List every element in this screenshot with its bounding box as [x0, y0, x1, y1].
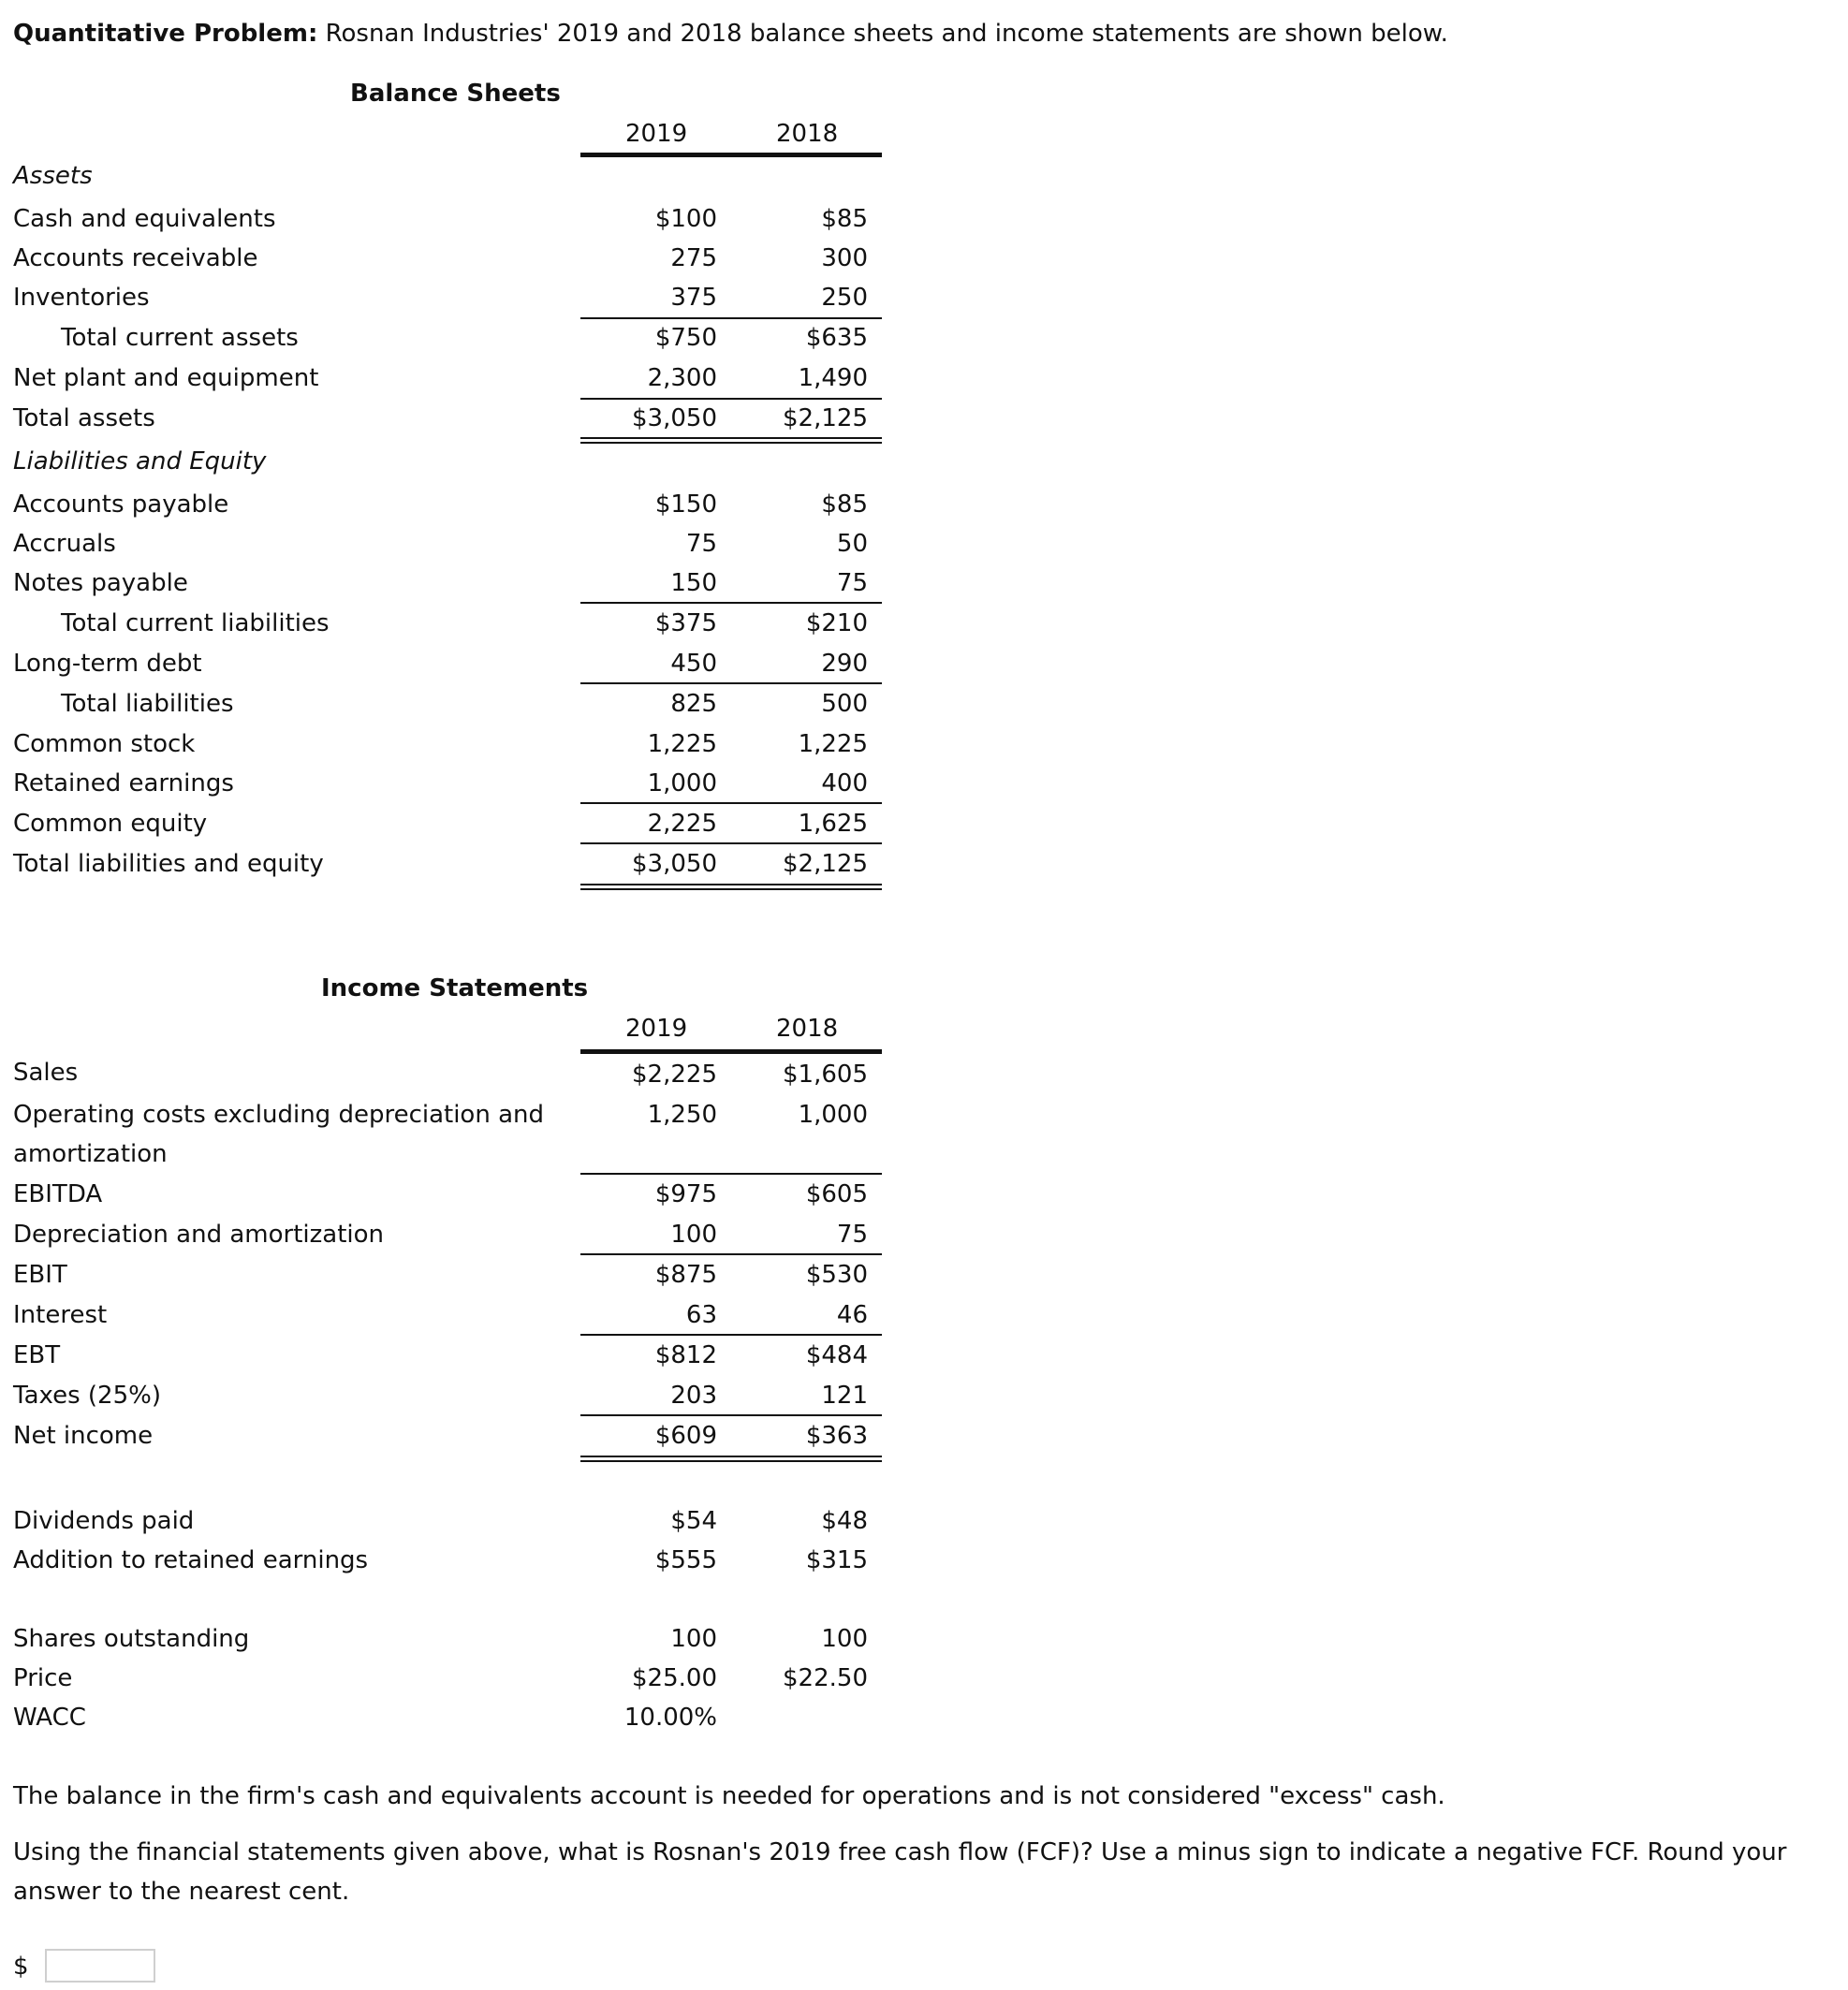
problem-lead: Quantitative Problem: [13, 20, 318, 48]
bs-row-label: Notes payable [13, 569, 188, 597]
subtotal-rule [580, 802, 882, 804]
bs-value-2018: 290 [821, 650, 868, 678]
bs-row-label: Long-term debt [13, 650, 202, 678]
subtotal-rule [580, 602, 882, 604]
is-value-2019: $25.00 [632, 1664, 717, 1692]
bs-value-2018: 1,225 [798, 730, 868, 758]
bs-row-label: Total liabilities and equity [13, 850, 324, 878]
bs-value-2019: 375 [670, 284, 717, 312]
bs-row-label: Total current assets [61, 324, 299, 352]
bs-value-2018: $210 [805, 609, 868, 637]
is-value-2018: $605 [805, 1180, 868, 1208]
bs-value-2019: 150 [670, 569, 717, 597]
is-value-2018: 46 [836, 1301, 868, 1329]
bs-value-2018: 1,625 [798, 810, 868, 838]
is-value-2019: 10.00% [623, 1704, 717, 1732]
bs-value-2018: 400 [821, 769, 868, 797]
is-year-2019: 2019 [625, 1015, 688, 1043]
bs-value-2019: 275 [670, 244, 717, 272]
is-row-label: WACC [13, 1704, 86, 1732]
bs-value-2019: 450 [670, 650, 717, 678]
income-statement-title: Income Statements [321, 974, 589, 1002]
bs-value-2018: $635 [805, 324, 868, 352]
is-row-label: Operating costs excluding depreciation and [13, 1101, 544, 1129]
subtotal-rule [580, 1414, 882, 1416]
subtotal-rule [580, 1173, 882, 1175]
bs-value-2019: $150 [654, 490, 717, 519]
subtotal-rule [580, 682, 882, 684]
is-value-2019: 203 [670, 1382, 717, 1410]
bs-value-2018: 1,490 [798, 364, 868, 392]
bs-value-2019: 825 [670, 690, 717, 718]
bs-value-2019: $750 [654, 324, 717, 352]
bs-value-2019: 1,000 [647, 769, 717, 797]
is-value-2019: 100 [670, 1221, 717, 1249]
bs-row-label: Inventories [13, 284, 150, 312]
is-value-2019: $875 [654, 1261, 717, 1289]
bs-value-2018: $2,125 [783, 404, 868, 432]
bs-value-2018: $85 [821, 205, 868, 233]
bs-value-2019: 75 [685, 530, 717, 558]
is-value-2019: $2,225 [632, 1061, 717, 1089]
liabilities-heading: Liabilities and Equity [13, 447, 267, 476]
bs-value-2018: 75 [836, 569, 868, 597]
bs-value-2019: 1,225 [647, 730, 717, 758]
is-row-label: Sales [13, 1059, 79, 1087]
bs-year-2018: 2018 [776, 120, 839, 148]
bs-value-2019: $375 [654, 609, 717, 637]
is-value-2018: $530 [805, 1261, 868, 1289]
is-value-2019: $609 [654, 1422, 717, 1450]
is-value-2018: $22.50 [783, 1664, 868, 1692]
is-value-2018: 75 [836, 1221, 868, 1249]
is-value-2019: $54 [670, 1507, 717, 1535]
currency-symbol: $ [13, 1953, 29, 1981]
subtotal-rule [580, 1334, 882, 1336]
is-row-label: Dividends paid [13, 1507, 195, 1535]
total-double-rule [580, 1456, 882, 1462]
is-row-label: EBITDA [13, 1180, 103, 1208]
bs-value-2019: 2,225 [647, 810, 717, 838]
is-row-label: Depreciation and amortization [13, 1221, 384, 1249]
is-value-2018: $48 [821, 1507, 868, 1535]
is-value-2018: $484 [805, 1341, 868, 1369]
bs-value-2018: $2,125 [783, 850, 868, 878]
is-value-2019: $812 [654, 1341, 717, 1369]
question-text: Using the financial statements given above, what is Rosnan's 2019 free cash flow (FCF)? Use a minus sign to indicate a negative FCF. Round your answer to the nearest cent. [13, 1838, 1787, 1906]
is-year-2018: 2018 [776, 1015, 839, 1043]
is-value-2019: 63 [685, 1301, 717, 1329]
total-double-rule [580, 884, 882, 890]
is-header-rule [580, 1049, 882, 1054]
bs-row-label: Cash and equivalents [13, 205, 276, 233]
is-value-2018: 100 [821, 1625, 868, 1653]
bs-row-label: Accounts receivable [13, 244, 258, 272]
is-value-2019: 1,250 [647, 1101, 717, 1129]
is-value-2018: 121 [821, 1382, 868, 1410]
bs-value-2019: 2,300 [647, 364, 717, 392]
bs-value-2018: 300 [821, 244, 868, 272]
bs-row-label: Total liabilities [61, 690, 234, 718]
is-value-2019: 100 [670, 1625, 717, 1653]
bs-value-2019: $3,050 [632, 404, 717, 432]
is-row-label: EBIT [13, 1261, 67, 1289]
bs-row-label: Total assets [13, 404, 155, 432]
subtotal-rule [580, 1253, 882, 1255]
is-value-2018: $363 [805, 1422, 868, 1450]
bs-row-label: Retained earnings [13, 769, 234, 797]
bs-year-2019: 2019 [625, 120, 688, 148]
is-value-2018: $315 [805, 1546, 868, 1574]
bs-row-label: Total current liabilities [61, 609, 330, 637]
bs-value-2018: 500 [821, 690, 868, 718]
is-row-label: EBT [13, 1341, 61, 1369]
problem-intro [13, 22, 1448, 46]
bs-value-2018: $85 [821, 490, 868, 519]
is-value-2019: $975 [654, 1180, 717, 1208]
bs-value-2018: 50 [836, 530, 868, 558]
is-row-label: Taxes (25%) [13, 1382, 161, 1410]
is-row-label: Addition to retained earnings [13, 1546, 369, 1574]
bs-header-rule [580, 153, 882, 157]
is-row-label: Net income [13, 1422, 154, 1450]
balance-sheet-title: Balance Sheets [350, 80, 561, 108]
cash-note: The balance in the firm's cash and equivalents account is needed for operations and is not considered "excess" cash. [13, 1782, 1445, 1810]
is-value-2019: $555 [654, 1546, 717, 1574]
bs-value-2018: 250 [821, 284, 868, 312]
bs-row-label: Net plant and equipment [13, 364, 319, 392]
bs-row-label: Accounts payable [13, 490, 229, 519]
bs-value-2019: $3,050 [632, 850, 717, 878]
subtotal-rule [580, 398, 882, 400]
is-row-label-continued: amortization [13, 1140, 168, 1168]
subtotal-rule [580, 842, 882, 844]
bs-row-label: Common equity [13, 810, 208, 838]
bs-value-2019: $100 [654, 205, 717, 233]
bs-row-label: Common stock [13, 730, 196, 758]
subtotal-rule [580, 317, 882, 319]
is-row-label: Price [13, 1664, 73, 1692]
assets-heading: Assets [13, 162, 93, 190]
total-double-rule [580, 437, 882, 444]
fcf-answer-input[interactable] [45, 1949, 155, 1983]
is-value-2018: 1,000 [798, 1101, 868, 1129]
is-value-2018: $1,605 [783, 1061, 868, 1089]
is-row-label: Shares outstanding [13, 1625, 250, 1653]
is-row-label: Interest [13, 1301, 108, 1329]
problem-intro-text: Rosnan Industries' 2019 and 2018 balance sheets and income statements are shown below. [317, 20, 1448, 48]
bs-row-label: Accruals [13, 530, 116, 558]
